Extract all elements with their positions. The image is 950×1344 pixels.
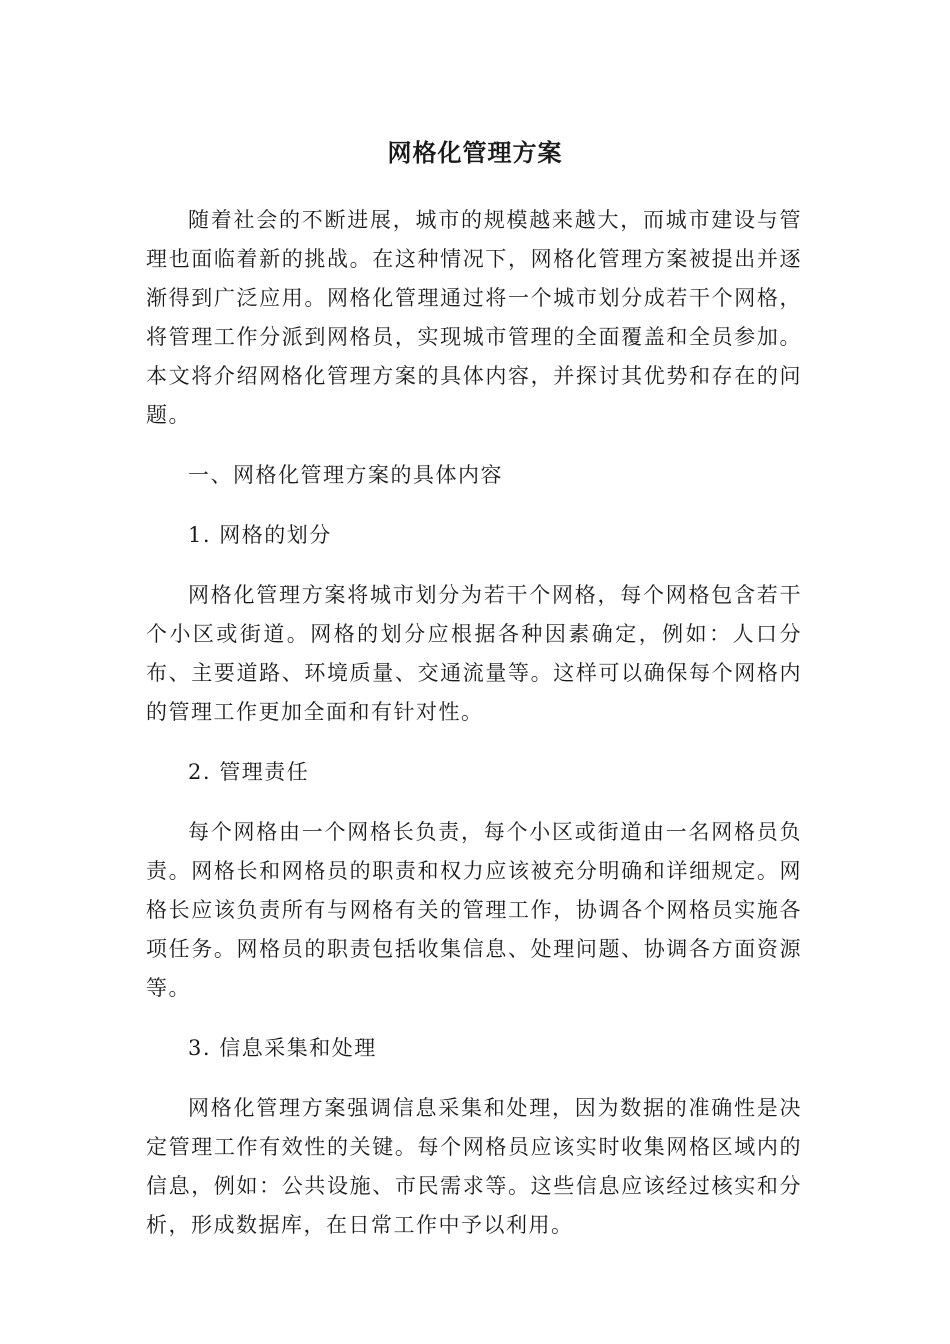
subsection-heading-1: 1. 网格的划分 <box>188 523 332 547</box>
subsection-heading-2: 2. 管理责任 <box>188 760 310 784</box>
subsection-paragraph-1: 网格化管理方案将城市划分为若干个网格，每个网格包含若干个小区或街道。网格的划分应根据各种因素确定，例如：人口分布、主要道路、环境质量、交通流量等。这样可以确保每个网格内的管理工作更加全面和有针对性。 <box>146 583 802 724</box>
intro-paragraph: 随着社会的不断进展，城市的规模越来越大，而城市建设与管理也面临着新的挑战。在这种情况下，网格化管理方案被提出并逐渐得到广泛应用。网格化管理通过将一个城市划分成若干个网格，将管理工作分派到网格员，实现城市管理的全面覆盖和全员参加。本文将介绍网格化管理方案的具体内容，并探讨其优势和存在的问题。 <box>146 208 802 427</box>
section-heading-1: 一、网格化管理方案的具体内容 <box>188 463 503 487</box>
document-body <box>146 201 802 1245</box>
subsection-paragraph-3: 网格化管理方案强调信息采集和处理，因为数据的准确性是决定管理工作有效性的关键。每个网格员应该实时收集网格区域内的信息，例如：公共设施、市民需求等。这些信息应该经过核实和分析，形成数据库，在日常工作中予以利用。 <box>146 1096 802 1237</box>
subsection-paragraph-2: 每个网格由一个网格长负责，每个小区或街道由一名网格员负责。网格长和网格员的职责和权力应该被充分明确和详细规定。网格长应该负责所有与网格有关的管理工作，协调各个网格员实施各项任务。网格员的职责包括收集信息、处理问题、协调各方面资源等。 <box>146 820 802 1000</box>
subsection-heading-3: 3. 信息采集和处理 <box>188 1036 377 1060</box>
document-title: 网格化管理方案 <box>387 139 563 167</box>
